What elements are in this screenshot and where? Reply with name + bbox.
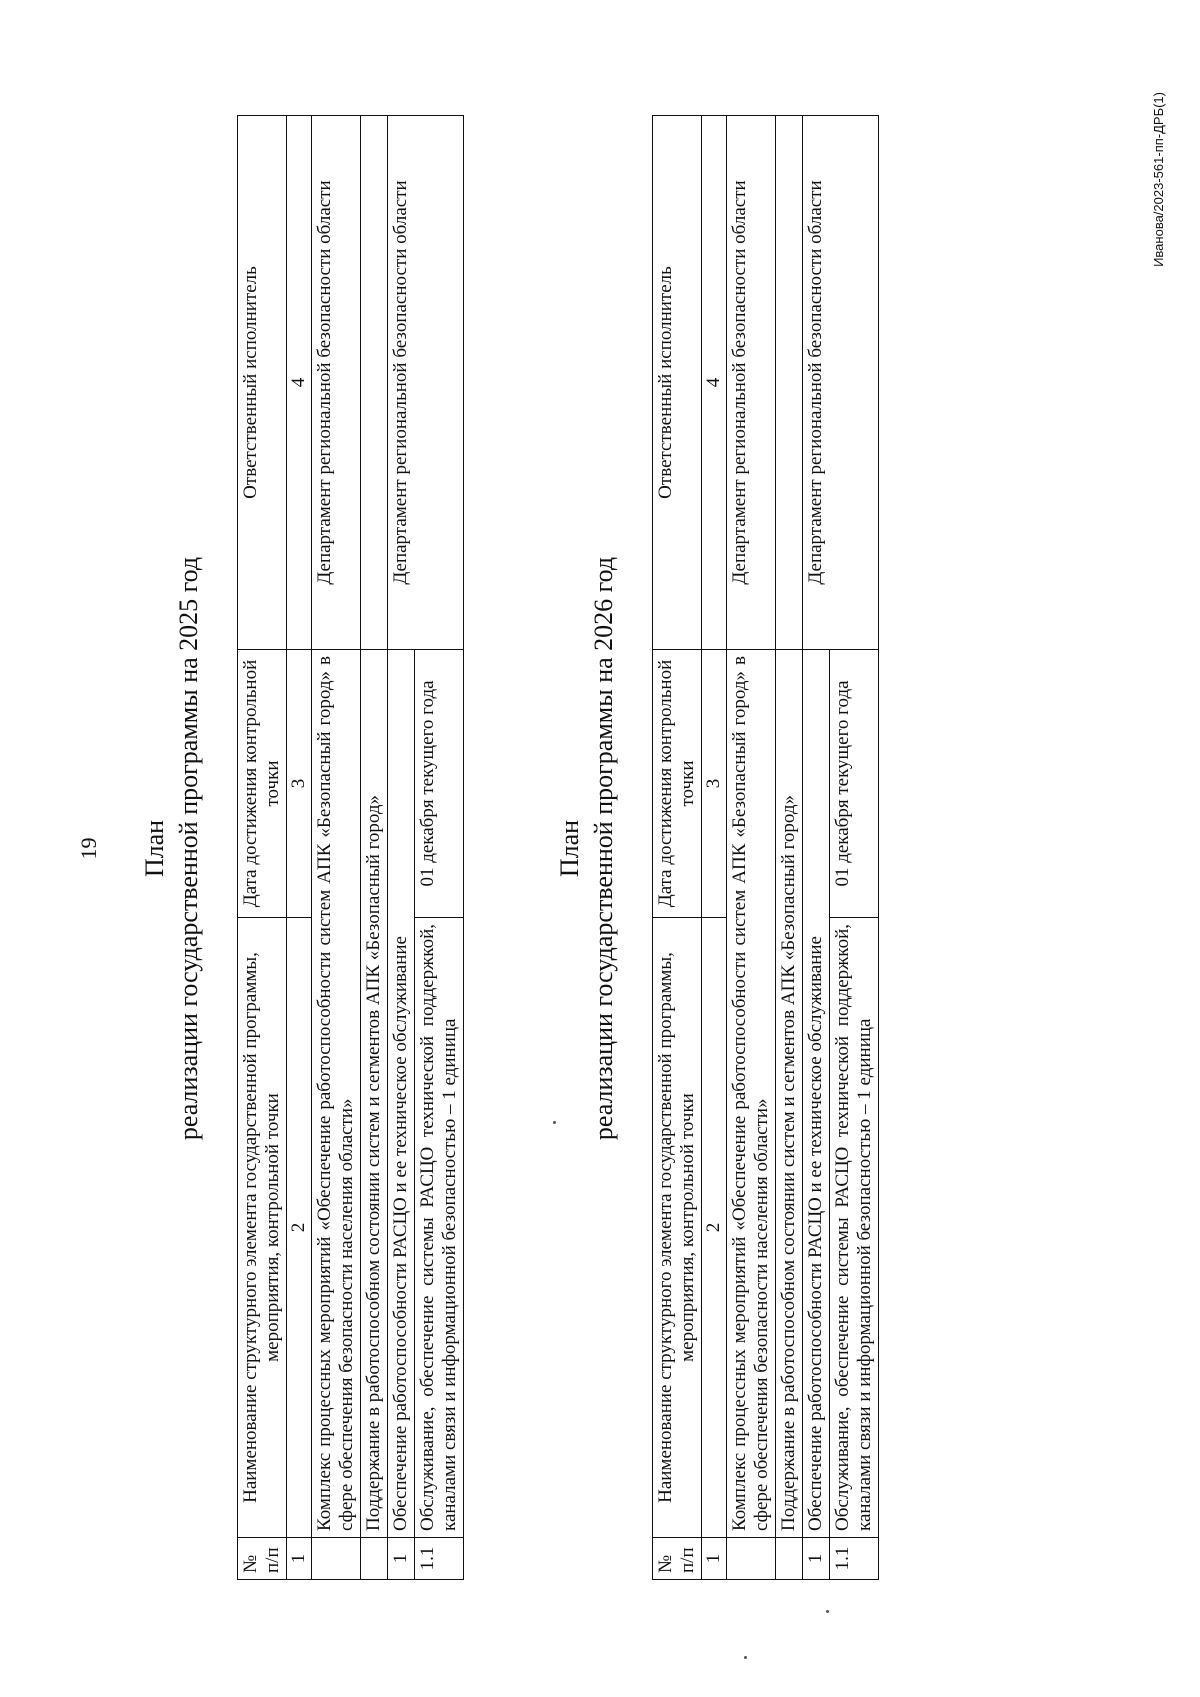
item-text: Обеспечение работоспособности РАСЦО и ее техническое обслуживание [388,650,415,1538]
plan-table-2026 [652,115,879,1580]
item-executor: Департамент региональной безопасности области [388,116,464,650]
column-number: 1 [702,1538,727,1580]
task-text: Поддержание в работоспособном состоянии систем и сегментов АПК «Безопасный город» [361,650,388,1538]
item-number: 1 [803,1538,830,1580]
column-number: 3 [287,650,312,918]
plan-table-2025 [237,115,464,1580]
subitem-number: 1.1 [830,1538,879,1580]
complex-row [312,116,361,1580]
subitem-date: 01 декабря текущего года [830,650,879,918]
header-executor: Ответственный исполнитель [238,116,287,650]
header-number: № п/п [653,1538,702,1580]
task-text: Поддержание в работоспособном состоянии систем и сегментов АПК «Безопасный город» [776,650,803,1538]
column-number: 4 [287,116,312,650]
header-number: № п/п [238,1538,287,1580]
table-header-row [653,116,702,1580]
scan-speck [553,1121,556,1124]
scan-speck [744,1656,747,1659]
column-numbers-row [702,116,727,1580]
complex-row [727,116,776,1580]
empty-cell [361,1538,388,1580]
document-code: Иванова/2023-561-пп-ДРБ(1) [1151,92,1166,267]
item-text: Обеспечение работоспособности РАСЦО и ее техническое обслуживание [803,650,830,1538]
scan-speck [826,1610,829,1613]
column-numbers-row [287,116,312,1580]
subitem-text: Обслуживание, обеспечение системы РАСЦО технической поддержкой, каналами связи и информационной безопасностью – 1 единица [830,918,879,1538]
complex-executor: Департамент региональной безопасности области [727,116,776,650]
subitem-date: 01 декабря текущего года [415,650,464,918]
empty-cell [361,116,388,650]
empty-cell [312,1538,361,1580]
empty-cell [776,116,803,650]
plan-title: План [140,819,169,878]
empty-cell [727,1538,776,1580]
complex-text: Комплекс процессных мероприятий «Обеспечение работоспособности систем АПК «Безопасный город» в сфере обеспечения безопасности населения области» [727,650,776,1538]
subitem-number: 1.1 [415,1538,464,1580]
plan-subtitle: реализации государственной программы на 2025 год [174,556,203,1141]
item-row [803,116,830,1580]
column-number: 4 [702,116,727,650]
complex-executor: Департамент региональной безопасности области [312,116,361,650]
header-date: Дата достижения контрольной точки [238,650,287,918]
table-header-row [238,116,287,1580]
column-number: 3 [702,650,727,918]
header-executor: Ответственный исполнитель [653,116,702,650]
plan-subtitle: реализации государственной программы на 2026 год [589,556,618,1141]
empty-cell [776,1538,803,1580]
column-number: 2 [702,918,727,1538]
header-name: Наименование структурного элемента государственной программы, мероприятия, контрольной точки [653,918,702,1538]
plan-heading-2026 [555,0,619,1697]
task-row [361,116,388,1580]
complex-text: Комплекс процессных мероприятий «Обеспечение работоспособности систем АПК «Безопасный город» в сфере обеспечения безопасности населения области» [312,650,361,1538]
header-date: Дата достижения контрольной точки [653,650,702,918]
plan-title: План [555,819,584,878]
item-row [388,116,415,1580]
column-number: 1 [287,1538,312,1580]
page-number: 19 [76,837,101,860]
item-number: 1 [388,1538,415,1580]
header-name: Наименование структурного элемента государственной программы, мероприятия, контрольной точки [238,918,287,1538]
item-executor: Департамент региональной безопасности области [803,116,879,650]
column-number: 2 [287,918,312,1538]
plan-heading-2025 [140,0,204,1697]
subitem-text: Обслуживание, обеспечение системы РАСЦО технической поддержкой, каналами связи и информационной безопасностью – 1 единица [415,918,464,1538]
task-row [776,116,803,1580]
